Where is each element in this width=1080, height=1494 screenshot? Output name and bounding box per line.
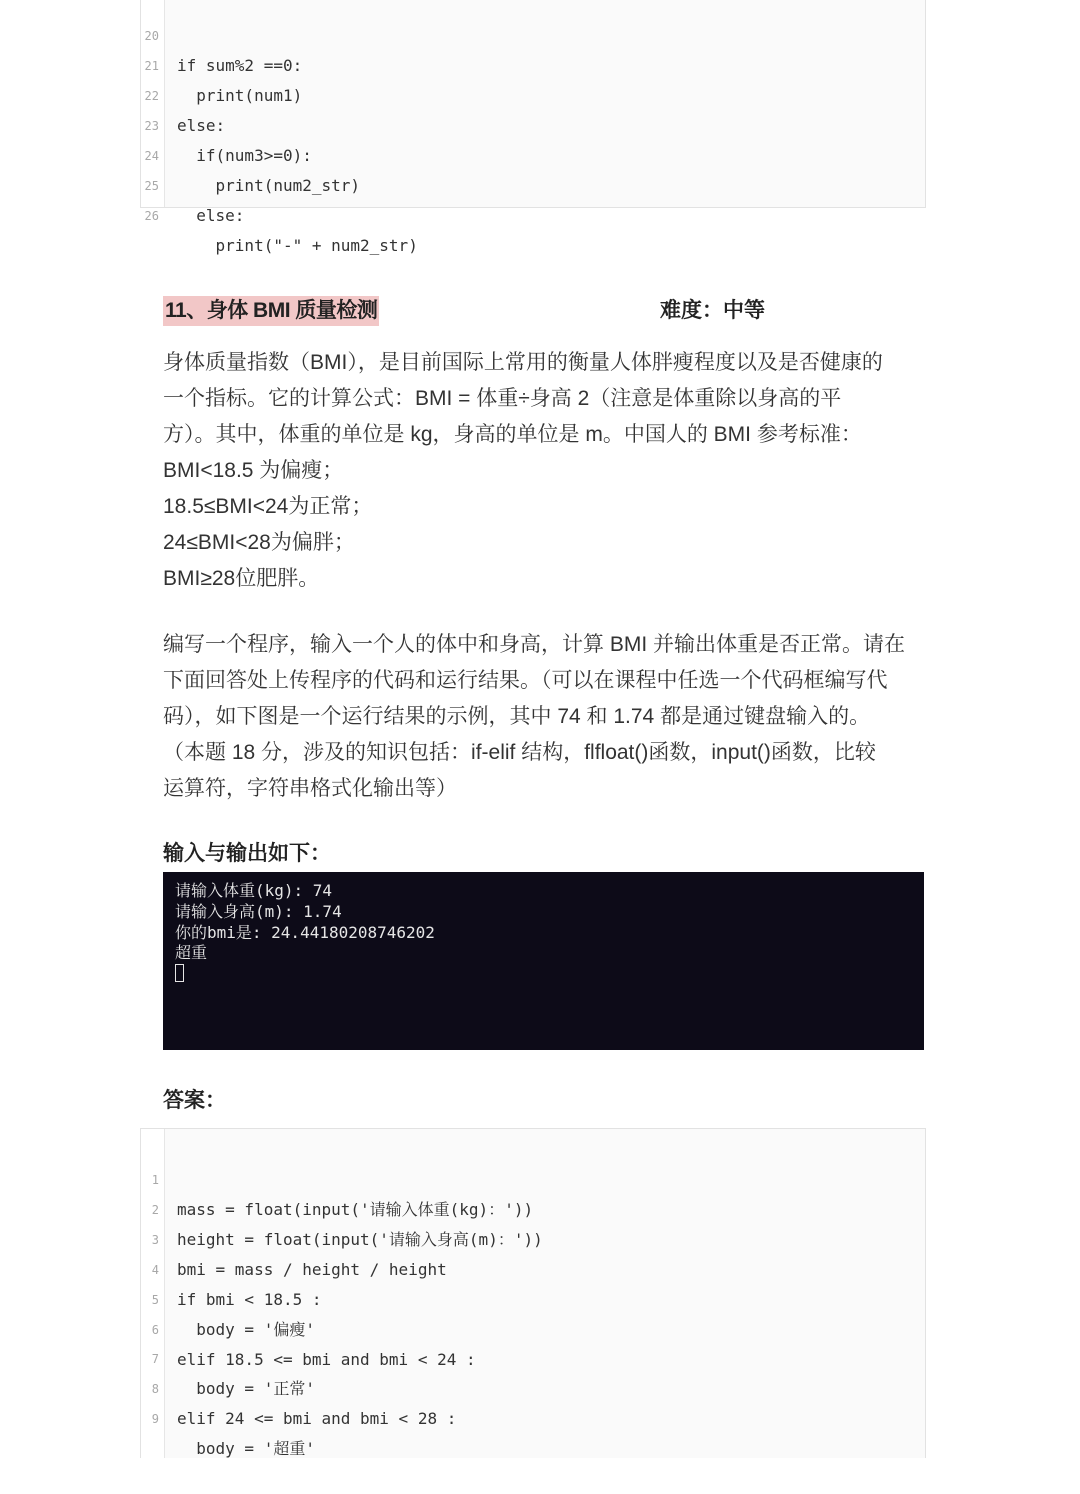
line-number: 20 [144, 29, 159, 43]
io-heading: 输入与输出如下： [163, 842, 331, 865]
terminal-line: 请输入身高(m): 1.74 [175, 902, 342, 921]
line-number: 26 [144, 209, 159, 223]
text-line: 18.5≤BMI<24为正常； [163, 495, 373, 518]
line-number: 4 [151, 1263, 159, 1277]
line-number: 3 [151, 1233, 159, 1247]
code-text: mass = float(input('请输入体重(kg)：')) [177, 1200, 534, 1219]
description-paragraph [163, 345, 933, 597]
code-line [141, 1135, 534, 1219]
line-number: 6 [151, 1323, 159, 1337]
code-text: elif 18.5 <= bmi and bmi < 24 : [177, 1350, 476, 1369]
line-number: 8 [151, 1382, 159, 1396]
line-number: 1 [151, 1173, 159, 1187]
text-line: （本题 18 分，涉及的知识包括：if-elif 结构，flfloat()函数，input()函数，比较 [163, 741, 876, 764]
code-text: if sum%2 ==0: [177, 56, 303, 75]
text-line: BMI≥28位肥胖。 [163, 567, 320, 590]
terminal-line: 超重 [175, 943, 208, 962]
text-line: 下面回答处上传程序的代码和运行结果。（可以在课程中任选一个代码框编写代 [163, 669, 888, 692]
line-number: 21 [144, 59, 159, 73]
code-text: elif 24 <= bmi and bmi < 28 : [177, 1409, 457, 1428]
code-text: bmi = mass / height / height [177, 1260, 447, 1279]
line-number: 23 [144, 119, 159, 133]
code-text: body = '偏瘦' [177, 1320, 315, 1339]
line-number: 9 [151, 1412, 159, 1426]
code-text: if(num3>=0): [177, 146, 312, 165]
text-line: BMI<18.5 为偏瘦； [163, 459, 344, 482]
answer-heading: 答案： [163, 1089, 226, 1112]
code-text: body = '超重' [177, 1439, 315, 1458]
line-number: 2 [151, 1203, 159, 1217]
line-number: 7 [151, 1352, 159, 1366]
line-number: 5 [151, 1293, 159, 1307]
terminal-line: 你的bmi是: 24.44180208746202 [175, 923, 435, 942]
task-paragraph [163, 627, 933, 807]
line-number: 24 [144, 149, 159, 163]
line-number: 25 [144, 179, 159, 193]
code-text: body = '正常' [177, 1379, 315, 1398]
terminal-output [163, 872, 924, 1050]
code-block-answer [140, 1128, 926, 1458]
code-text: print(num2_str) [177, 176, 361, 195]
code-text: if bmi < 18.5 : [177, 1290, 322, 1309]
text-line: 运算符，字符串格式化输出等） [163, 777, 457, 800]
section-title: 11、身体 BMI 质量检测 [163, 296, 379, 326]
code-block-previous [140, 0, 926, 255]
text-line: 码），如下图是一个运行结果的示例，其中 74 和 1.74 都是通过键盘输入的。 [163, 705, 871, 728]
code-text: else: [177, 116, 226, 135]
line-number: 22 [144, 89, 159, 103]
text-line: 24≤BMI<28为偏胖； [163, 531, 355, 554]
code-text: print("-" + num2_str) [177, 236, 418, 255]
terminal-cursor [175, 964, 184, 982]
text-line: 身体质量指数（BMI），是目前国际上常用的衡量人体胖瘦程度以及是否健康的 [163, 351, 883, 374]
code-text: print(num1) [177, 86, 303, 105]
text-line: 编写一个程序，输入一个人的体中和身高，计算 BMI 并输出体重是否正常。请在 [163, 633, 906, 656]
terminal-line: 请输入体重(kg): 74 [175, 881, 333, 900]
code-text: height = float(input('请输入身高(m)：')) [177, 1230, 543, 1249]
difficulty-label: 难度：中等 [660, 299, 765, 322]
text-line: 一个指标。它的计算公式：BMI = 体重÷身高 2（注意是体重除以身高的平 [163, 387, 842, 410]
code-text: else: [177, 206, 245, 225]
text-line: 方）。其中，体重的单位是 kg，身高的单位是 m。中国人的 BMI 参考标准： [163, 423, 862, 446]
